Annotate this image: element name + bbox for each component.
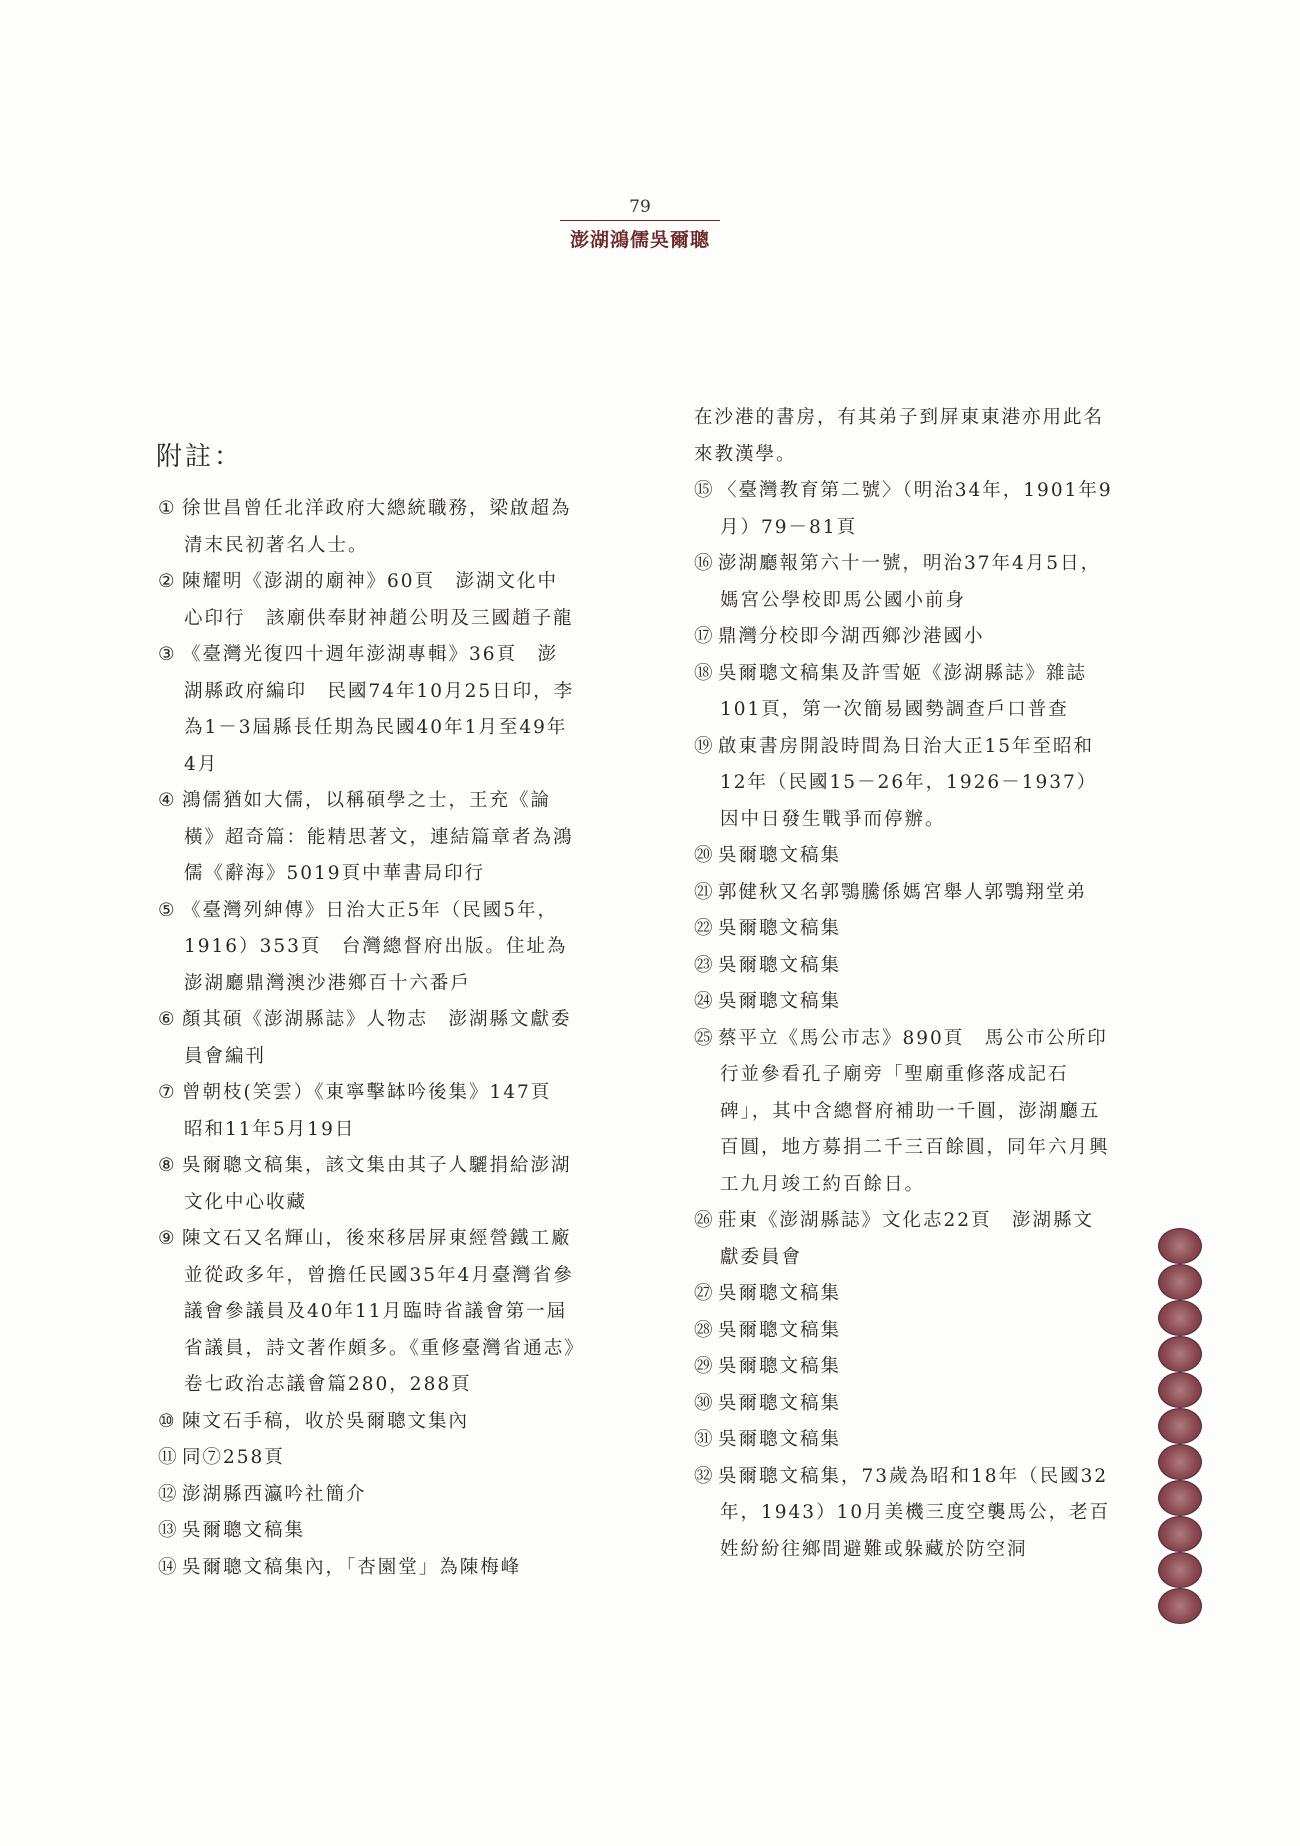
footnote-marker: ② [158,571,177,592]
footnote-text: 蔡平立《馬公市志》890頁 馬公市公所印行並參看孔子廟旁「聖廟重修落成記石碑」，其中含總督府補助一千圓，澎湖廳五百圓，地方募捐二千三百餘圓，同年六月興工九月竣工約百餘日。 [718,1027,1110,1195]
seal-stamp-icon [1158,1552,1202,1588]
footnote-text: 吳爾聰文稿集及許雪姬《澎湖縣誌》雜誌101頁，第一次簡易國勢調查戶口普查 [718,662,1088,720]
footnote-text: 吳爾聰文稿集 [718,1319,842,1341]
footnote-marker: ⑦ [158,1082,177,1103]
footnote-marker: ⑪ [158,1447,179,1468]
seal-stamp-icon [1158,1300,1202,1336]
footnote-item [158,1477,578,1514]
footnote-item [694,656,1114,729]
footnote-marker: ⑯ [694,553,715,574]
footnote-item [694,1349,1114,1386]
footnote-marker: ③ [158,644,177,665]
footnote-marker: ㉜ [694,1465,715,1487]
footnote-item [158,1148,578,1221]
footnote-item [158,1513,578,1550]
footnote-item [158,1550,578,1587]
footnote-item [694,546,1114,619]
footnote-text: 吳爾聰文稿集，該文集由其子人驪捐給澎湖文化中心收藏 [182,1155,572,1213]
footnote-marker: ㉙ [694,1356,715,1377]
footnote-marker: ㉘ [694,1319,715,1341]
footnote-item [158,1075,578,1148]
running-title: 澎湖鴻儒吳爾聰 [569,229,710,251]
footnote-text: 吳爾聰文稿集 [718,1392,842,1414]
seal-stamp-icon [1158,1336,1202,1372]
footnote-item [158,893,578,1003]
footnote-text: 同⑦258頁 [182,1447,285,1468]
footnote-marker: ⑥ [158,1009,177,1030]
footnote-item [158,1404,578,1441]
seal-stamp-icon [1158,1408,1202,1444]
footnote-item [694,911,1114,948]
footnote-marker: ㉖ [694,1210,715,1231]
footnote-text: 吳爾聰文稿集 [718,1283,842,1304]
footnote-text: 陳耀明《澎湖的廟神》60頁 澎湖文化中心印行 該廟供奉財神趙公明及三國趙子龍 [182,571,574,629]
footnote-text: 啟東書房開設時間為日治大正15年至昭和12年（民國15－26年，1926－1937）因中日發生戰爭而停辦。 [718,735,1098,830]
footnote-marker: ⑬ [158,1520,179,1541]
footnote-item [158,564,578,637]
footnote-text: 曾朝枝(笑雲）《東寧擊缽吟後集》147頁 昭和11年5月19日 [182,1082,572,1140]
footnote-text: 吳爾聰文稿集 [718,918,842,939]
footnote-text: 莊東《澎湖縣誌》文化志22頁 澎湖縣文獻委員會 [718,1210,1095,1268]
footnote-item [694,729,1114,839]
page-number: 79 [629,197,651,217]
page-header [560,196,720,252]
seal-strip [1156,1228,1204,1624]
footnote-marker: ⑭ [158,1556,179,1578]
footnote-marker: ㉑ [694,881,715,903]
footnote-item [694,1276,1114,1313]
seal-stamp-icon [1158,1444,1202,1480]
footnote-item [158,1221,578,1404]
footnote-text: 陳文石又名輝山，後來移居屏東經營鐵工廠並從政多年，曾擔任民國35年4月臺灣省參議會參議員及40年11月臨時省議會第一屆省議員，詩文著作頗多。《重修臺灣省通志》卷七政治志議會篇280，288頁 [182,1228,576,1395]
footnote-marker: ⑩ [158,1410,177,1432]
footnote-item [158,1002,578,1075]
seal-stamp-icon [1158,1372,1202,1408]
footnote-marker: ① [158,498,177,519]
footnote-marker: ㉔ [694,991,715,1012]
footnote-marker: ⑱ [694,662,715,684]
footnote-marker: ㉗ [694,1283,715,1304]
footnote-continuation: 在沙港的書房，有其弟子到屏東東港亦用此名來教漢學。 [694,407,1105,465]
footnote-item [694,875,1114,912]
footnote-marker: ㉚ [694,1392,715,1414]
footnote-text: 郭健秋又名郭鶚騰係媽宮舉人郭鶚翔堂弟 [718,881,1088,903]
seal-stamp-icon [1158,1228,1202,1264]
footnote-marker: ⑰ [694,626,715,647]
footnote-text: 吳爾聰文稿集 [718,1356,842,1377]
footnote-item [694,1021,1114,1204]
footnote-marker: ㉕ [694,1027,715,1049]
footnote-item [158,1440,578,1477]
seal-stamp-icon [1158,1516,1202,1552]
footnote-marker: ⑫ [158,1483,179,1505]
footnote-text: 吳爾聰文稿集 [718,954,842,976]
footnote-item [694,619,1114,656]
footnote-text: 吳爾聰文稿集 [718,1429,842,1450]
footnote-marker: ⑨ [158,1228,177,1249]
footnote-item [694,1203,1114,1276]
footnote-marker: ⑤ [158,899,177,921]
footnote-list-right [694,473,1114,1568]
footnote-text: 吳爾聰文稿集 [718,991,842,1012]
footnote-marker: ④ [158,790,177,811]
footnote-item [158,783,578,893]
footnote-text: 鴻儒猶如大儒，以稱碩學之士，王充《論橫》超奇篇：能精思著文，連結篇章者為鴻儒《辭海》5019頁中華書局印行 [182,790,574,884]
footnote-text: 吳爾聰文稿集 [718,845,842,866]
footnote-item [694,473,1114,546]
notes-column-right [694,400,1114,1568]
footnote-marker: ⑧ [158,1155,177,1176]
footnote-item [158,491,578,564]
seal-stamp-icon [1158,1480,1202,1516]
footnote-marker: ⑳ [694,845,715,866]
footnote-marker: ⑲ [694,735,715,757]
footnote-text: 陳文石手稿，收於吳爾聰文集內 [182,1410,470,1432]
footnote-item [694,1459,1114,1569]
footnote-text: 吳爾聰文稿集內，「杏園堂」為陳梅峰 [182,1556,522,1578]
footnote-text: 吳爾聰文稿集，73歲為昭和18年（民國32年，1943）10月美機三度空襲馬公，老百姓紛紛往鄉間避難或躲藏於防空洞 [718,1465,1111,1560]
footnote-text: 澎湖廳報第六十一號，明治37年4月5日，媽宮公學校即馬公國小前身 [718,553,1102,611]
footnote-marker: ㉓ [694,954,715,976]
seal-stamp-icon [1158,1264,1202,1300]
footnote-text: 《臺灣光復四十週年澎湖專輯》36頁 澎湖縣政府編印 民國74年10月25日印，李為1－3屆縣長任期為民國40年1月至49年4月 [182,644,575,775]
footnote-text: 吳爾聰文稿集 [182,1520,306,1541]
footnote-item [694,1422,1114,1459]
footnote-item [158,637,578,783]
footnote-marker: ⑮ [694,480,715,501]
notes-heading: 附註： [156,442,244,472]
footnote-marker: ㉒ [694,918,715,939]
footnote-text: 〈臺灣教育第二號〉（明治34年，1901年9月）79－81頁 [718,480,1113,538]
header-divider [560,220,720,221]
footnote-text: 鼎灣分校即今湖西鄉沙港國小 [718,626,985,647]
footnote-list-left [158,491,578,1586]
footnote-text: 澎湖縣西瀛吟社簡介 [182,1483,367,1505]
seal-stamp-icon [1158,1588,1202,1624]
footnote-marker: ㉛ [694,1429,715,1450]
footnote-item [694,1386,1114,1423]
footnote-text: 顏其碩《澎湖縣誌》人物志 澎湖縣文獻委員會編刊 [182,1009,572,1067]
footnote-text: 徐世昌曾任北洋政府大總統職務，梁啟超為清末民初著名人士。 [182,498,572,556]
footnote-text: 《臺灣列紳傳》日治大正5年（民國5年，1916）353頁 台灣總督府出版。住址為澎湖廳鼎灣澳沙港鄉百十六番戶 [182,899,568,994]
notes-column-left [158,437,578,1586]
footnote-item [694,948,1114,985]
footnote-item [694,838,1114,875]
footnote-item [694,984,1114,1021]
footnote-item [694,1313,1114,1350]
